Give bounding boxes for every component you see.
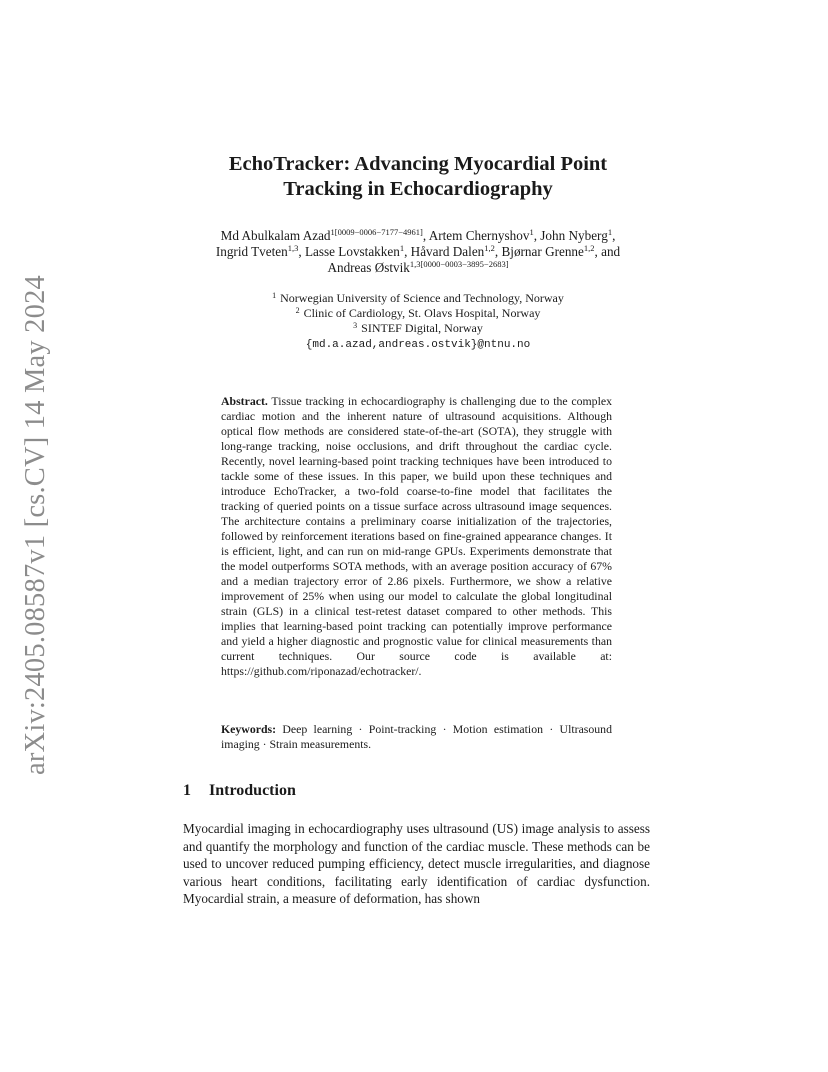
affiliation-text: SINTEF Digital, Norway [361,321,483,335]
author-separator: , [298,244,305,259]
section-body-text: Myocardial imaging in echocardiography uses ultrasound (US) image analysis to assess and quantify the morphology and function of the cardiac muscle. These methods can be used to uncover reduced pumping efficiency, detect muscle irregularities, and diagnose various heart conditions, facilitating early identification of cardiac dysfunction. Myocardial strain, a measure of deformation, has shown [183,821,650,907]
author-name: Md Abulkalam Azad [220,228,331,243]
author-list [160,228,676,276]
email-address[interactable]: {md.a.azad,andreas.ostvik}@ntnu.no [305,339,531,351]
keywords-text: Deep learning · Point-tracking · Motion estimation · Ultrasound imaging · Strain measurements. [221,722,612,751]
paper-title-line-1: EchoTracker: Advancing Myocardial Point [228,153,608,175]
abstract [221,394,612,679]
abstract-text: Tissue tracking in echocardiography is challenging due to the complex cardiac motion and the inherent nature of ultrasound acquisitions. Although optical flow methods are considered state-of-the-art (SOTA), they struggle with long-range tracking, noise occlusions, and drift throughout the cardiac cycle. Recently, novel learning-based point tracking techniques have been introduced to tackle some of these issues. In this paper, we build upon these techniques and introduce EchoTracker, a two-fold coarse-to-fine model that facilitates the tracking of queried points on a tissue surface across ultrasound image sequences. The architecture contains a preliminary coarse initialization of the trajectories, followed by reinforcement iterations based on fine-grained appearance changes. It is efficient, light, and can run on mid-range GPUs. Experiments demonstrate that the model outperforms SOTA methods, with an average position accuracy of 67% and a median trajectory error of 2.86 pixels. Furthermore, we show a relative improvement of 25% when using our model to calculate the global longitudinal strain (GLS) in a clinical test-retest dataset compared to other methods. This implies that learning-based point tracking can potentially improve performance and yield a higher diagnostic and prognostic value for clinical measurements than current techniques. Our source code is available at: https://github.com/riponazad/echotracker/. [221,394,612,678]
author-separator: , [612,228,616,243]
abstract-label: Abstract. [221,394,268,408]
author-separator: , [533,228,541,243]
arxiv-identifier-stamp [18,275,54,775]
affiliation-number: 3 [353,321,358,330]
author-separator: , [422,228,429,243]
author-name: Bjørnar Grenne [501,244,584,259]
paper-title [150,152,686,202]
section-title: Introduction [209,782,296,799]
keywords [221,722,612,752]
affiliation-item [160,291,676,306]
affiliation-list [160,291,676,353]
affiliation-item [160,306,676,321]
author-affiliation-marker: 1[0009−0006−7177−4961] [330,227,423,237]
author-affiliation-marker: 1,3 [287,243,299,253]
author-affiliation-marker: 1,2 [484,243,495,253]
author-separator: , [404,244,411,259]
author-separator: , [494,244,502,259]
affiliation-number: 1 [272,291,277,300]
author-name: Lasse Lovstakken [304,244,400,259]
author-affiliation-marker: 1 [529,227,534,237]
author-affiliation-marker: 1,3[0000−0003−3895−2683] [409,259,509,269]
author-affiliation-marker: 1 [607,227,613,237]
author-name: Andreas Østvik [327,260,410,275]
author-name: John Nyberg [540,228,608,243]
paper-title-line-2: Tracking in Echocardiography [283,178,553,200]
author-separator: , and [594,244,621,259]
author-name: Ingrid Tveten [215,244,288,259]
affiliation-text: Norwegian University of Science and Technology, Norway [280,291,564,305]
arxiv-identifier-text: arXiv:2405.08587v1 [cs.CV] 14 May 2024 [20,275,51,775]
author-name: Artem Chernyshov [428,228,530,243]
author-affiliation-marker: 1 [399,243,405,253]
section-heading [183,782,296,800]
author-affiliation-marker: 1,2 [583,243,595,253]
section-number: 1 [183,782,191,799]
affiliation-number: 2 [295,306,300,315]
contact-email[interactable] [160,336,676,353]
affiliation-item [160,321,676,336]
keywords-label: Keywords: [221,722,277,736]
author-name: Håvard Dalen [410,244,485,259]
affiliation-text: Clinic of Cardiology, St. Olavs Hospital, Norway [303,306,541,320]
